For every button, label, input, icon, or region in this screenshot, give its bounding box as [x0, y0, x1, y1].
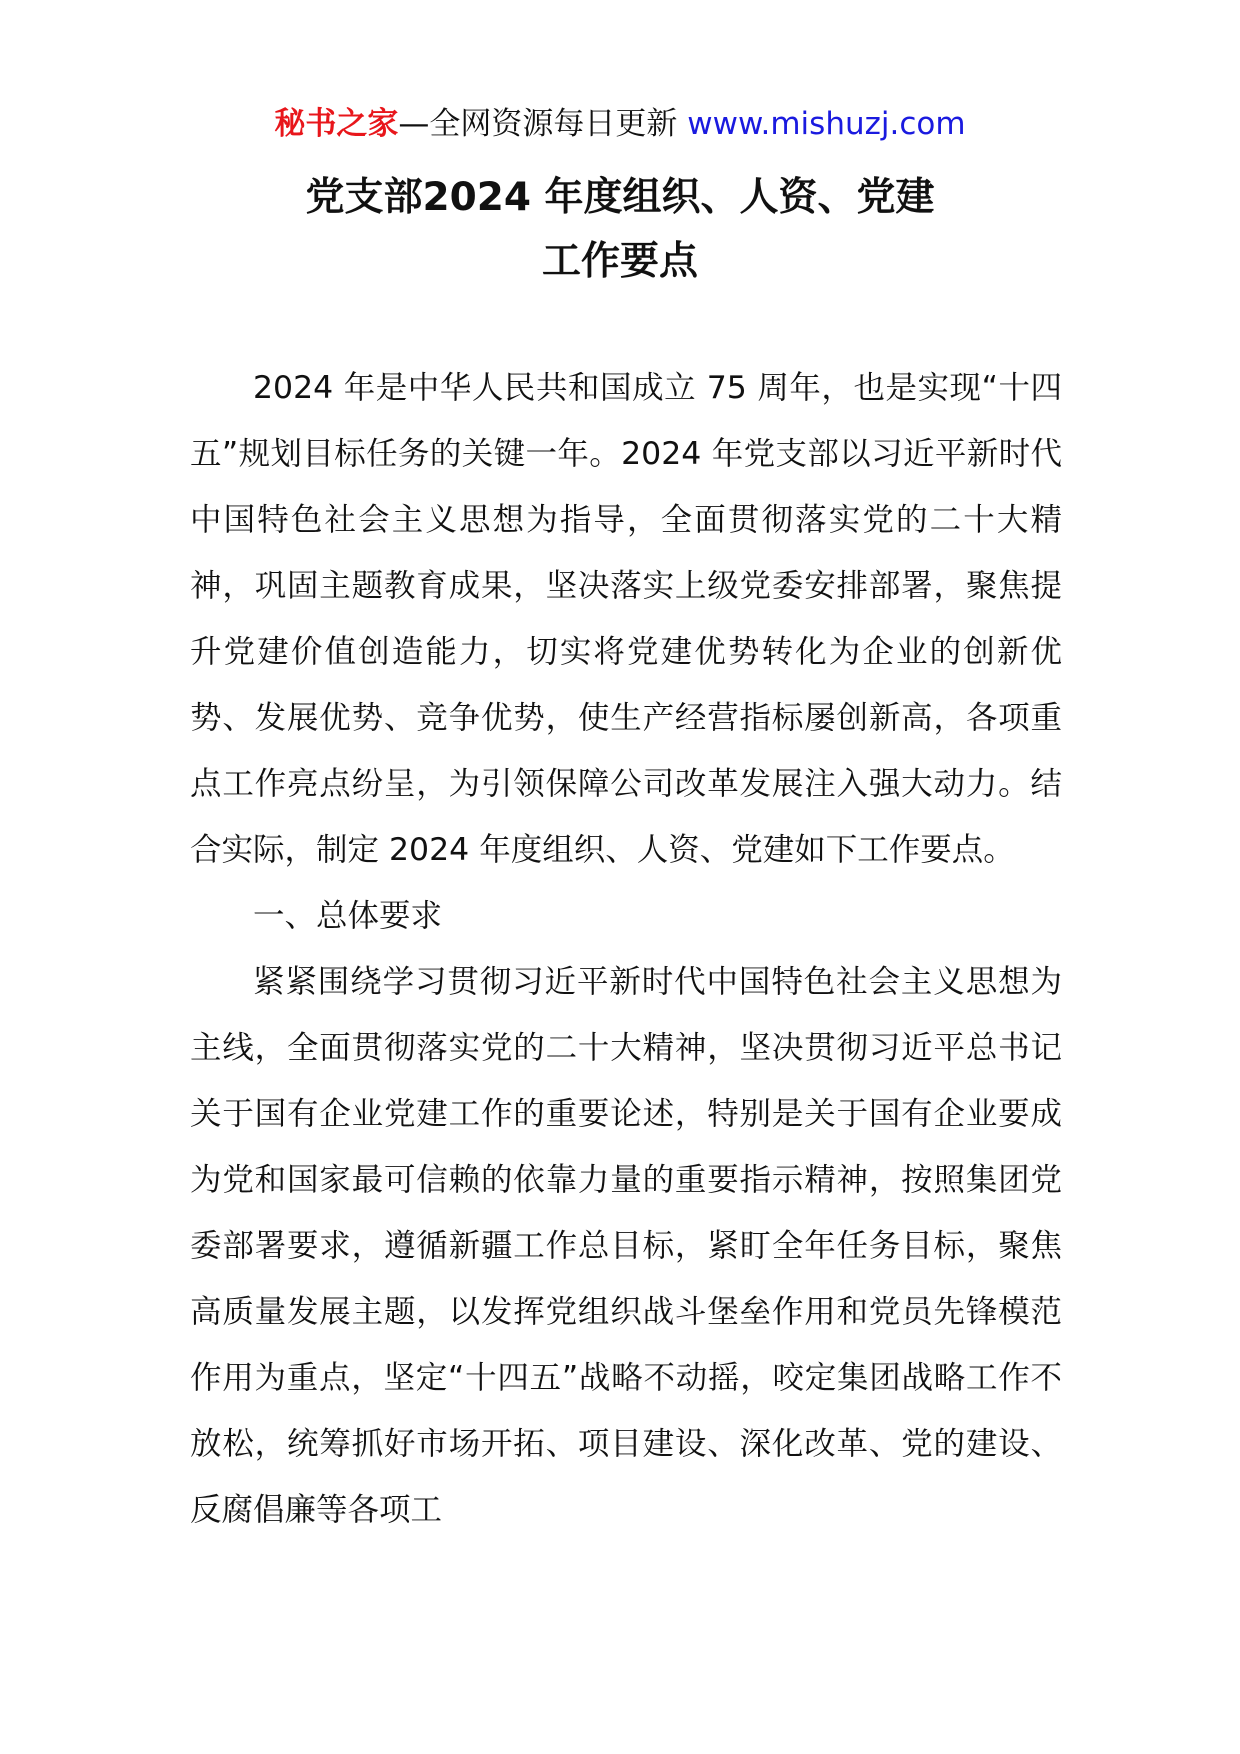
title-line-2: 工作要点: [541, 239, 698, 284]
intro-paragraph: 2024 年是中华人民共和国成立 75 周年，也是实现“十四五”规划目标任务的关键一年。2024 年党支部以习近平新时代中国特色社会主义思想为指导，全面贯彻落实党的二十大精神，巩固主题教育成果，坚决落实上级党委安排部署，聚焦提升党建价值创造能力，切实将党建优势转化为企业的创新优势、发展优势、竞争优势，使生产经营指标屡创新高，各项重点工作亮点纷呈，为引领保障公司改革发展注入强大动力。结合实际，制定 2024 年度组织、人资、党建如下工作要点。: [190, 370, 1062, 868]
section-heading-general-requirements: 一、总体要求: [253, 898, 443, 934]
document-body: [190, 355, 1062, 1543]
watermark-url[interactable]: www.mishuzj.com: [687, 106, 966, 142]
title-line-1: 党支部2024 年度组织、人资、党建: [305, 175, 935, 220]
watermark-header: [0, 104, 1240, 144]
document-title: [0, 166, 1240, 294]
watermark-tagline: —全网资源每日更新: [398, 106, 678, 142]
watermark-brand: 秘书之家: [274, 106, 399, 142]
general-requirements-paragraph: 紧紧围绕学习贯彻习近平新时代中国特色社会主义思想为主线，全面贯彻落实党的二十大精神，坚决贯彻习近平总书记关于国有企业党建工作的重要论述，特别是关于国有企业要成为党和国家最可信赖的依靠力量的重要指示精神，按照集团党委部署要求，遵循新疆工作总目标，紧盯全年任务目标，聚焦高质量发展主题，以发挥党组织战斗堡垒作用和党员先锋模范作用为重点，坚定“十四五”战略不动摇，咬定集团战略工作不放松，统筹抓好市场开拓、项目建设、深化改革、党的建设、反腐倡廉等各项工: [190, 964, 1062, 1528]
